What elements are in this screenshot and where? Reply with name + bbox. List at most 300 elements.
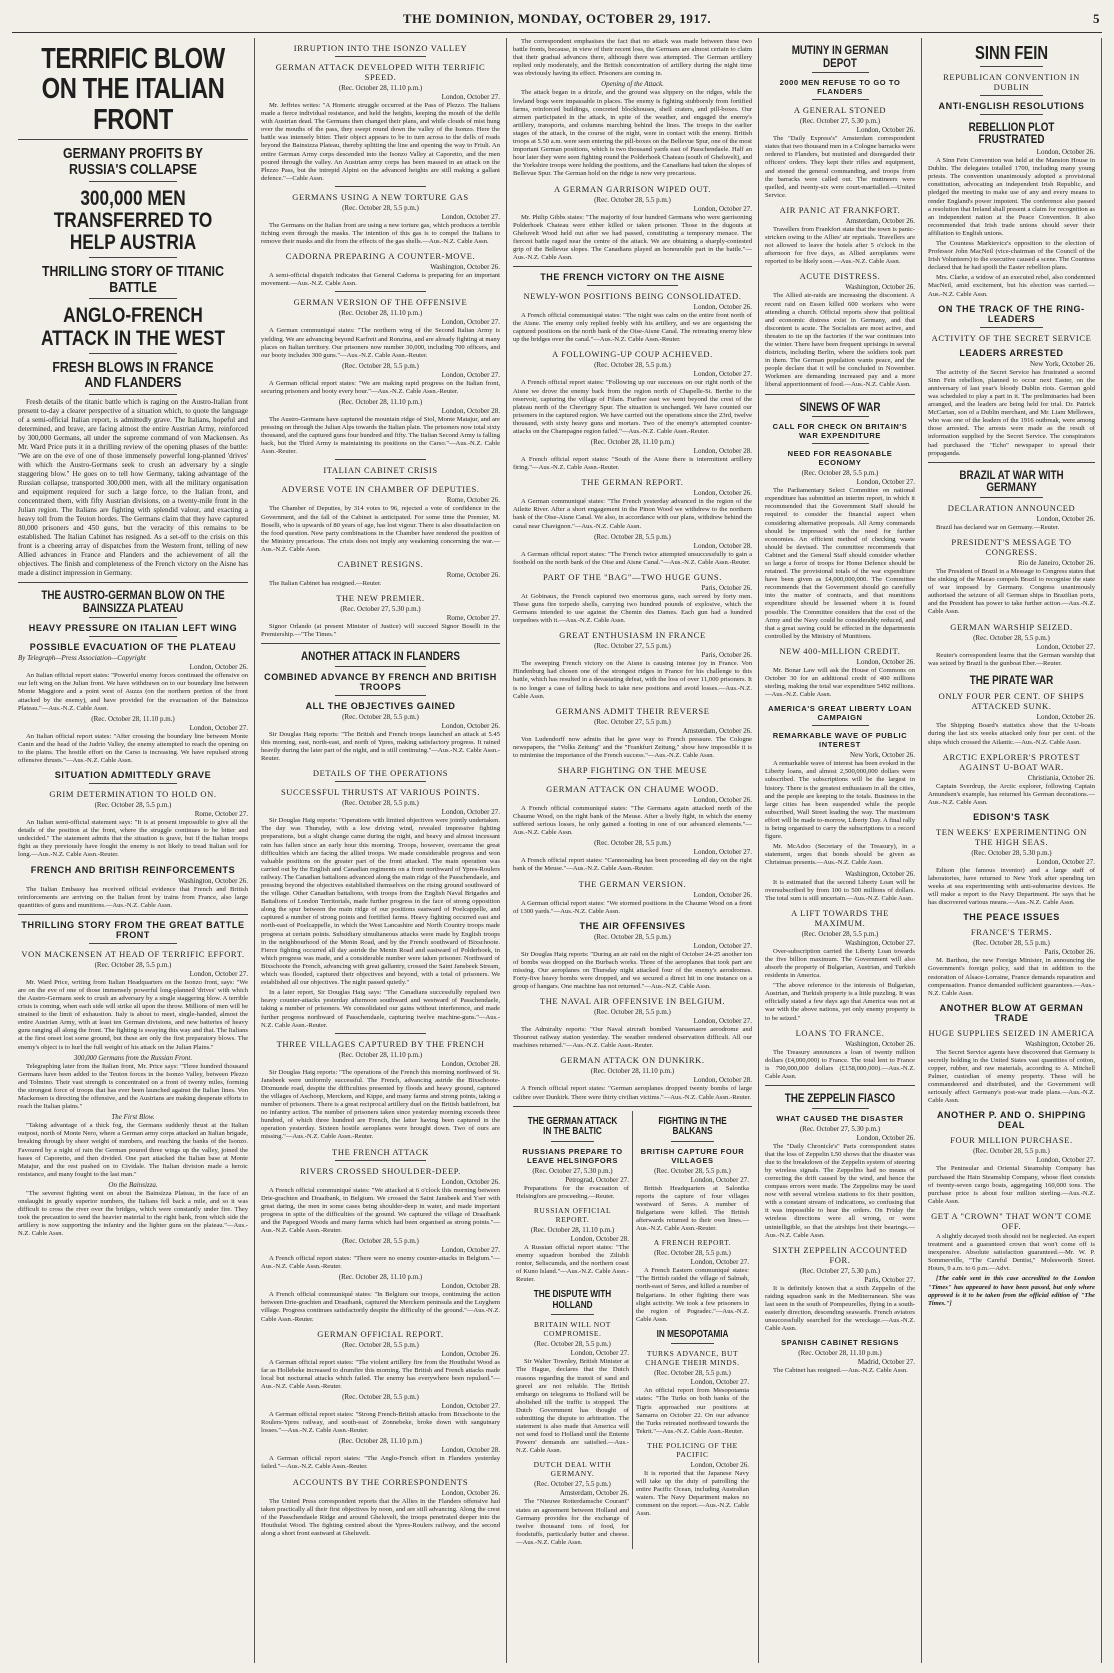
paragraph: Reuter's correspondent learns that the German warship that was seized by Brazil is the gunboat Eber.—Reuter. <box>928 651 1095 667</box>
subheadline: SUCCESSFUL THRUSTS AT VARIOUS POINTS. <box>280 787 481 798</box>
dateline: London, October 26. <box>441 1488 500 1497</box>
headline: ARCTIC EXPLORER'S PROTEST AGAINST U-BOAT WAR. <box>942 751 1081 772</box>
editor-note: [The cable sent in this case accredited to the London "Times" has appeared to have been passed, but only where approved is it to be taken from the official edition of "The Times."] <box>928 1275 1095 1307</box>
dateline: (Rec. October 28, 5.5 p.m.) <box>342 1340 419 1349</box>
dateline: London, October 27. <box>189 723 248 732</box>
dateline: London, October 28. <box>570 1234 629 1243</box>
paragraph: The Shipping Board's statistics show that the U-boats during the last six weeks attacked only four per cent. of the ships which crossed the Atlantic.—Aus.-N.Z. Cable Assn. <box>928 722 1095 746</box>
subheadline: GERMAN ATTACK DEVELOPED WITH TERRIFIC SPEED. <box>275 62 486 82</box>
headline: GERMAN ATTACK ON DUNKIRK. <box>560 1055 705 1066</box>
dateline: Washington, October 26. <box>845 1039 915 1048</box>
dateline: Washington, October 26. <box>845 283 915 292</box>
dateline: (Rec. October 28, 11.10 p.m.) <box>590 1067 675 1076</box>
divider <box>335 478 426 479</box>
subheadline: ACTIVITY OF THE SECRET SERVICE <box>931 332 1092 343</box>
dateline: Christiania, October 26. <box>1027 773 1095 782</box>
headline: 300,000 MEN TRANSFERRED TO HELP AUSTRIA <box>53 186 213 254</box>
dateline: Rome, October 26. <box>446 571 500 579</box>
dateline: Amsterdam, October 26. <box>845 216 915 225</box>
dateline: (Rec. October 28, 5.5 p.m.) <box>94 801 172 810</box>
divider <box>513 266 752 267</box>
paragraph: Sir Douglas Haig reports: "The operations of the French this morning northward of St. Jansbeek were uniformly successful. The French, advancing astride the Bixschoote-Dixmunde road, despite the difficulties presented by floods and heavy ground, captured the villages of Aschoop, Merckem, and Kippe, and many farms and strong points, taking a number of prisoners. There is a great reciprocal artillery duel on the British battlefront, but no infantry action. The number of prisoners taken since yesterday morning exceeds three hundred, of which three hundred are French, the latter having been captured in the operation yesterday. Sixteen hostile aeroplanes were brought down. Two of ours are missing."—Aus.-N.Z. Cable Assn.-Reuter. <box>261 1068 501 1141</box>
headline: SINEWS OF WAR <box>799 399 881 414</box>
dateline: (Rec. October 28, 5.5 p.m.) <box>594 195 671 204</box>
dateline: (Rec. October 28, 5.5 p.m.) <box>342 1393 419 1402</box>
subheadline: LEADERS ARRESTED <box>959 347 1064 358</box>
paragraph: An Italian official report states: "Powerful enemy forces continued the offensive on our left wing on the Julian front. We have withdrawn on to our boundary line between Monte Maggiore and a point west of Auzza (on the northern portion of the front attacked by the enemy), and have provided for the evacuation of the Bainsizza Plateau."—Aus.-N.Z. Cable Assn. <box>18 672 248 712</box>
paragraph: "Taking advantage of a thick fog, the Germans suddenly thrust at the Italian outpost, north of Monte Nero, where a German army corps attacked an Italian brigade, breaking through by sheer weight of numbers, and reaching the banks of the Isonzo. Favoured by a night of rain the German poured three wings up the valley, joined the bases of Caporetto, and then divided. One part attacked the Italian base at Monte Matajur, and the rest pushed on to Cividale. The Italian division made a heroic resistance, and many fought to the last man." <box>18 1122 248 1178</box>
dateline: (Rec. October 28, 5.5 p.m.) <box>342 712 419 721</box>
paragraph: The Italian Embassy has received official evidence that French and British reinforcements are arriving on the Italian front by trains from France, also large quantities of guns and munitions.—Aus.-N.Z. Cable Assn. <box>18 885 248 909</box>
dateline: (Rec. October 28, 11.10 p.m.) <box>338 1273 423 1282</box>
headline: GERMANS ADMIT THEIR REVERSE <box>555 705 710 716</box>
section-title: On the Bainsizza. <box>108 1180 158 1189</box>
paragraph: M. Barthou, the new Foreign Minister, in announcing the Government's foreign policy, said that in addition to the restoration of Alsace-Lorraine, France demands reparation and compensation. France demanded sufficient guarantees.—Aus.-N.Z. Cable Assn. <box>928 957 1095 997</box>
paragraph: A French official report states: "South of the Aisne there is intermittent artillery firing."—Aus.-N.Z. Cable Assn.-Reuter. <box>513 456 752 472</box>
dateline: London, October 28. <box>441 1059 500 1068</box>
divider <box>89 353 176 354</box>
dateline: (Rec. October 27, 5.30 p.m.) <box>340 605 421 614</box>
dateline: London, October 27. <box>693 1017 752 1026</box>
dateline: Washington, October 27. <box>845 938 915 947</box>
paragraph: It is reported that the Japanese Navy will take up the duty of patrolling the entire Pacific Ocean, including Australian waters. The Navy Department makes no comment on the report.—Aus.-N.Z. Cable Assn. <box>636 1469 749 1518</box>
dateline: London, October 27. <box>441 370 500 379</box>
headline: THE ZEPPELIN FIASCO <box>784 1091 896 1105</box>
masthead <box>12 8 1102 33</box>
dateline: London, October 27. <box>690 1175 749 1184</box>
dateline: London, October 27. <box>441 1246 500 1255</box>
headline: THE FRENCH ATTACK <box>332 1146 429 1157</box>
dateline: London, October 27. <box>1036 642 1095 651</box>
headline: SPANISH CABINET RESIGNS <box>781 1338 899 1348</box>
subheadline: FRENCH AND BRITISH REINFORCEMENTS <box>30 864 236 875</box>
paragraph: Sir Douglas Haig reports: "Operations with limited objectives were jointly undertaken. The day was Thursday, with a low driving wind, revealed impressive fighting preparations, but a slight change came during the night, and heavy and almost incessant rain has fallen since an early hour this morning. Troops, however, overcame the great difficulties which are facing the allied troops. We made considerable progress and won valuable positions on the greater part of the front attacked. The main operation was carried out by the English and Canadian regiments on a front northward of Ypres-Roulers railway. The Canadian battalions advanced along the main ridge of the Passchendaele, and pressing beyond the objectives established themselves on the rising ground southward of the village. Other Canadian battalions, with troops from the English Naval Brigades and Battalions of London Territorials, made further progress in the face of strong opposition along the spur between the main ridge of our positions eastward of Poelcappelle, and captured a number of strong points and fortified farms. Heavy fighting occurred east and north-east of Poelcappelle, in which the West Lancashire and North Country troops made progress at certain points. Subsidiary simultaneous attacks were made by English troops in the neighbourhood of the Menin Road, and by the French southward of Bixschoote. Fierce fighting occurred all day astride the Menin Road and eastward of Polderhoek, in which progress was made, and a considerable number were taken prisoner. Northward of Bixschoote the French, advancing with great gallantry, crossed the Saint Jansbeek Stream, which was flooded, captured their objectives and beyond, with a total of prisoners. We established all our objectives. The night passed quietly." <box>261 817 500 987</box>
headline: THE NEW PREMIER. <box>336 593 425 604</box>
paragraph: A German official report states: "We are making rapid progress on the Italian front, securing prisoners and booty every hour."—Aus.-N.Z. Cable Assn.-Reuter. <box>261 379 500 395</box>
dateline: New York, October 26. <box>850 751 915 760</box>
paragraph: Captain Sverdrup, the Arctic explorer, following Captain Amundsen's example, has returned his German decorations.—Aus.-N.Z. Cable Assn. <box>928 782 1095 806</box>
newspaper-title: THE DOMINION, MONDAY, OCTOBER 29, 1917. <box>402 11 712 26</box>
dateline: (Rec. October 28, 11.10 p.m.) <box>590 438 675 447</box>
dateline: London, October 27. <box>570 1349 629 1358</box>
divider <box>335 459 426 460</box>
dateline: London, October 27. <box>441 318 500 327</box>
paragraph: Preparations for the evacuation of Helsingfors are proceeding.—Reuter. <box>516 1184 629 1200</box>
paragraph: A German official report states: "We stormed positions in the Chaume Wood on a front of 1300 yards."—Aus.-N.Z. Cable Assn. <box>513 899 752 915</box>
divider <box>89 783 176 784</box>
divider <box>89 298 176 299</box>
dateline: (Rec. October 28, 11.10 p.m.) <box>338 309 423 318</box>
paragraph: A French Eastern communiqué states: "The British raided the village of Salmah, north-east of Seres, and killed a number of Bulgarians. In other fighting there was slight activity. We took a few prisoners in the region of Pogradec."—Aus.-N.Z. Cable Assn. <box>636 1267 749 1323</box>
paragraph: It is estimated that the second Liberty Loan will be oversubscribed by from 100 to 500 millions of dollars. The total sum is still uncertain.—Aus.-N.Z. Cable Assn. <box>765 878 915 902</box>
article-intro: Fresh details of the titanic battle which is raging on the Austro-Italian front present to-day a clearer perspective of a situation which, to quote the language of a semi-official Italian report, is admittedly grave. The Italians, hopeful and determined, and brave, are facing almost the entire Austrian Army, reinforced by 300,000 Germans, all under the supreme command of von Mackensen. As Mr. Ward Price puts it in a thrilling review of the opening phases of the battle: "We are on the eve of one of those immensely powerful long-planned 'drives' with which the Austro-Germans seek to crush an adversary by a single staggering blow." He goes on to tell how Germany, taking advantage of the Russian collapse, transported 300,000 men, with all the military organisation and equipment required for such a large force, to the Italian front, and concentrated them, with fifty Austrian divisions, on a twenty-mile front in the Julian region. The Italians are fighting with splendid valour, and exacting a heavy toll from the Teuton hordes. The Germans claim that they have captured 80,000 prisoners and 450 guns, but the veracity of this remains to be established. The Italian Cabinet has resigned. As a set-off to the crisis on this front is a cheering array of dispatches from the Western front, telling of new Allied advances in France and Flanders and the achievement of all the objectives. The finish and completeness of the French victory on the Aisne has made a distinct impression in Germany. <box>18 398 248 578</box>
subheadline: TURKS ADVANCE, BUT CHANGE THEIR MINDS. <box>645 1349 740 1368</box>
headline: GERMAN VERSION OF THE OFFENSIVE <box>293 297 468 308</box>
paragraph: It is definitely known that a sixth Zeppelin of the raiding squadron sank in the Mediterranean. She was last seen in the south of Pompeurelles, flying in a south-easterly direction, descending seawards. French aviators unsuccessfully searched for the wreckage.—Aus.-N.Z. Cable Assn. <box>765 1284 915 1333</box>
subheadline: BRITISH CAPTURE FOUR VILLAGES <box>640 1146 745 1165</box>
paragraph: An official report from Mesopotamia states: "The Turks on both banks of the Tigris approached our positions at Samarra on October 22. On our advance the Turks retreated northward towards the Tekrit."—Aus.-N.Z. Cable Assn.-Reuter. <box>636 1387 749 1435</box>
dateline: (Rec. October 28, 5.5 p.m.) <box>654 1369 731 1378</box>
paragraph: At Gobinaux, the French captured two enormous guns, each served by forty men. These guns fire torpedo shells, carrying two hundred pounds of explosive, which the Germans intended to use against the Chemin des Dames. Each gun had a hundred torpedoes with it.—Aus.-N.Z. Cable Assn. <box>513 592 752 625</box>
dateline: (Rec. October 27, 5.5 p.m.) <box>534 1480 611 1489</box>
subheadline: GERMAN ATTACK ON CHAUME WOOD. <box>546 783 719 794</box>
headline: A GERMAN GARRISON WIPED OUT. <box>554 183 711 194</box>
section-title: Opening of the Attack. <box>601 80 664 89</box>
dateline: London, October 27. <box>690 1258 749 1267</box>
dateline: (Rec. October 28, 5.5 p.m.) <box>654 1166 731 1175</box>
paragraph: The activity of the Secret Service has frustrated a second Sinn Fein rebellion, planned to occur next Easter, on the anniversary of last year's bloody Dublin riots. German gold was scheduled to play a part in it. The preliminaries had been arranged, and the leaders are being held for trial. Dr. Patrick McCartan, son of a Dublin merchant, and Mr. Liam Mellowes, who was one of the leaders of the 1916 outbreak, were among those arrested. The arrests were made as the result of information supplied by the Secret Service. The conspirators had purchased the "Echo" newspaper to spread their propaganda. <box>928 368 1095 457</box>
dateline: Amsterdam, October 26. <box>682 726 752 735</box>
main-headline: TERRIFIC BLOW ON THE ITALIAN FRONT <box>41 43 225 136</box>
paragraph: A French official report states: "Following up our successes on our right north of the Aisne we drove the enemy back from the region north of Chapelle-St. Berthe to the reservoir, capturing the village of Filain. Further east we went beyond the crest of the plateau north of the Chevrigny Spur. The situation is unchanged. We have counted our prisoners in the captured region. We have carried out the operations since the 23rd, twelve thousand, with sixty heavy guns and mortars. Two of the enemy's attempted counter-attacks on the Champagne region failed."—Aus.-N.Z. Cable Assn.-Reuter. <box>513 379 752 435</box>
paragraph: A French official communiqué states: "In Belgium our troops, continuing the action between Drie-grachten and Draaibank, captured the Merckem peninsula and the Luyghem village. Progress continues satisfactorily despite the difficulty of the ground."—Aus.-N.Z. Cable Assn.-Reuter. <box>261 1291 500 1323</box>
paragraph: In a later report, Sir Douglas Haig says: "The Canadians successfully repulsed two heavy counter-attacks yesterday afternoon southward and westward of Passchendaele, taking a number of prisoners. We consolidated our gains without interference, and made further progress northward of Passchendaele, capturing twelve machine-guns."—Aus.-N.Z. Cable Assn.-Reuter. <box>261 989 500 1029</box>
subheadline: HEAVY PRESSURE ON ITALIAN LEFT WING <box>28 623 238 634</box>
paragraph: A Russian official report states: "The enemy squadron bombed the Zilisbli rontor, Seliscumda, and the northern coast of Kuno Island."—Aus.-N.Z. Cable Assn.-Reuter. <box>516 1243 629 1284</box>
paragraph: Signor Orlando (at present Minister of Justice) will succeed Signor Boselli in the Premiership.—"The Times." <box>261 623 500 639</box>
subheadline: WHAT CAUSED THE DISASTER <box>776 1113 904 1123</box>
headline: EDISON'S TASK <box>973 811 1050 822</box>
dateline: London, October 27. <box>441 808 500 817</box>
dateline: (Rec. October 28, 5.5 p.m.) <box>94 960 172 969</box>
divider <box>812 1108 869 1109</box>
headline: THE PEACE ISSUES <box>963 912 1060 923</box>
byline: By Telegraph—Press Association—Copyright <box>18 654 146 663</box>
dateline: (Rec. October 28, 11.10 p.m.) <box>338 1050 423 1059</box>
dateline: (Rec. October 28, 5.5 p.m.) <box>342 1237 419 1246</box>
dateline: London, October 26. <box>856 126 915 135</box>
divider <box>335 781 426 782</box>
divider <box>18 139 248 140</box>
paragraph: Travellers from Frankfort state that the town is panic-stricken owing to the Allies' air reprisals. Travellers are not allowed to leave the hotels after 5 o'clock in the afternoon for five days, as Allied aeroplanes were reported to be likely soon.—Aus.-N.Z. Cable Assn. <box>765 225 915 266</box>
divider <box>513 1106 752 1107</box>
dateline: (Rec. October 28, 11.10 p.m.) <box>338 1437 423 1446</box>
divider <box>765 1085 915 1086</box>
paragraph: Mr. Bonar Law will ask the House of Commons on October 30 for an additional credit of 400 millions sterling, making the total war expenditure 5492 millions.—Aus.-N.Z. Cable Assn. <box>765 666 915 699</box>
sub-columns <box>513 1111 752 1549</box>
headline: MUTINY IN GERMAN DEPOT <box>791 43 889 70</box>
dateline: (Rec. October 27, 5.5 p.m.) <box>594 717 671 726</box>
headline: AIR PANIC AT FRANKFORT. <box>779 204 901 215</box>
subheadline: THRILLING STORY FROM THE GREAT BATTLE FRONT <box>21 919 245 940</box>
headline: PART OF THE "BAG"—TWO HUGE GUNS. <box>543 571 722 582</box>
dateline: (Rec. October 28, 11.10 p.m.) <box>798 1349 882 1358</box>
divider <box>261 643 500 644</box>
divider <box>812 416 869 417</box>
subheadline: POSSIBLE EVACUATION OF THE PLATEAU <box>29 642 237 653</box>
paragraph: A German official report states: "The violent artillery fire from the Houthulst Wood as far as Hollebeke increased to drumfire this morning. The British and French attacks made local but nocturnal attacks which failed. The enemy has everywhere been repulsed."—Aus.-N.Z. Cable Assn.-Reuter. <box>261 1358 500 1390</box>
paragraph: The attack began in a drizzle, and the ground was slippery on the ridges, while the lowland bogs were impassable in places. The enemy is fighting stubbornly from fortified farms, reinforced buildings, concreted blockhouses, shell craters, and pill-boxes. Our airmen participated in the attack, in spite of the weather, and engaged the enemy's artillery, transports, and columns marching behind the lines. The troops in the earlier stages of the attack, in the course of the night, were in contact with the enemy. British troops at 5.50 a.m. were seen entering the pill-boxes on the Bellevue Spur, one of the most important German positions, which is two thousand yards east of Passchendaele. Half an hour later they were seen fighting round the Polderhoek Chateau (south of Gheluvelt), and the Yorkshire troops were holding the positions, and the Canadians had taken the slopes of Bellevue Spur. The German hold on the ridge is now very precarious. <box>513 89 752 178</box>
headline: ON THE TRACK OF THE RING-LEADERS <box>938 303 1085 324</box>
dateline: (Rec. October 28, 11.10 p.m.) <box>530 1225 615 1234</box>
dateline: London, October 26. <box>441 1349 500 1358</box>
subheadline: CALL FOR CHECK ON BRITAIN'S WAR EXPENDITURE <box>772 422 908 441</box>
advertisement-text: A slightly decayed tooth should not be neglected. An expert treatment and a guaranteed crown that won't come off is inexpensive. Absolute satisfaction guaranteed.—Mr. W. P. Sommerville, "The Careful Dentist," Molesworth Street. Hours, 9 a.m. to 6 p.m.—Advt. <box>928 1232 1095 1273</box>
paragraph: Over-subscription carried the Liberty Loan towards the five billion maximum. The Government will also absorb the property of Bulgarian, Austrian, and Turkish residents in America. <box>765 947 915 980</box>
paragraph: A French official communiqué states: "We attacked at 6 o'clock this morning between Drie-grachten and Draaibank, in Belgium. We crossed the Saint Jansbeek and Yser with great daring, the men in some cases being shoulder-deep in water, and made important progress in spite of the difficulties of the ground. We captured the village of Draaibank and the Papegoed Woods and many farms which had been organised as strong points."—Aus.-N.Z. Cable Assn.-Reuter. <box>261 1186 500 1234</box>
headline: SINN FEIN <box>974 43 1048 63</box>
dateline: London, October 26. <box>693 489 752 498</box>
paragraph: British Headquarters at Salonika reports the capture of four villages westward of Seres. A number of Bulgarians were killed. The British afterwards returned to their own lines.—Aus.-N.Z. Cable Assn.-Reuter. <box>636 1184 749 1233</box>
subheadline: NEED FOR REASONABLE ECONOMY <box>787 449 893 468</box>
headline: ANOTHER BLOW AT GERMAN TRADE <box>939 1002 1084 1023</box>
dateline: London, October 26. <box>441 721 500 730</box>
headline: GREAT ENTHUSIASM IN FRANCE <box>559 630 706 641</box>
headline: A FRENCH REPORT. <box>653 1238 732 1248</box>
dateline: London, October 28. <box>693 447 752 456</box>
subheadline: ADVERSE VOTE IN CHAMBER OF DEPUTIES. <box>281 484 480 495</box>
paragraph: The Parliamentary Select Committee on national expenditure has submitted an interim report, in which it recommended that the Government Staff should be required to consider the financial aspect when considering alternative proposals. All Army commands should be impressed with the need for further economies. An efficient method of checking waste should be devised. The committee recommends that Cabinet and the General Staff should consider whether so large a force of troops for Home Defence should be retained. The provisional totals of the war expenditure have been given as £4,000,000,000. The Committee recommends that the Government should go carefully into the matter of contracts, and that munitions expenditure should be lessened where it is found possible. The Committee considers that the cost of the Army and the Navy could be considerably reduced, and that a great saving could be effected in the departments controlled by the Ministry of Munitions. <box>765 487 915 640</box>
column-5 <box>922 38 1102 1663</box>
paragraph: Sir Douglas Haig reports: "During an air raid on the night of October 24-25 another ton of bombs was dropped on the Burbach works. Three of the aeroplanes that took part are missing. Our aeroplanes on Thursday night attacked four of the enemy's aerodromes. Forty-five heavy bombs were dropped, and we secured a direct hit in one instance on a group of hangars. One machine has not returned."—Aus.-N.Z. Cable Assn. <box>513 950 752 991</box>
divider <box>980 66 1043 67</box>
headline: PRESIDENT'S MESSAGE TO CONGRESS. <box>951 536 1072 557</box>
page-number: 5 <box>1093 11 1100 26</box>
divider <box>89 943 176 944</box>
divider <box>980 327 1043 328</box>
subheadline: GRIM DETERMINATION TO HOLD ON. <box>49 789 217 800</box>
paragraph: The President of Brazil in a Message to Congress states that the sinking of the Macao compels Brazil to recognise the state of war imposed by Germany. Congress unanimously authorised the seizure of all German ships in Brazilian ports, and the President has power to take further action.—Aus.-N.Z. Cable Assn. <box>928 567 1095 616</box>
subheadline: FOUR MILLION PURCHASE. <box>950 1135 1073 1146</box>
headline: ITALIAN CABINET CRISIS <box>323 465 438 476</box>
paragraph: The Chamber of Deputies, by 314 votes to 96, rejected a vote of confidence in the Government, and the fall of the Cabinet is anticipated. For some time the Premier, M. Boselli, who is upwards of 80 years of age, has lost vigour. There is also dissatisfaction on the food question. New party combinations in the Chamber have rendered the position of the Ministry precarious. The crisis does not imply any weakening concerning the war.—Aus.-N.Z. Cable Assn. <box>261 505 500 553</box>
divider <box>812 443 869 444</box>
column-3 <box>507 38 759 1663</box>
paragraph: A French official report states: "There were no enemy counter-attacks in Belgium."—Aus.-N.Z. Cable Assn.-Reuter. <box>261 1255 500 1271</box>
paragraph: A French official report states: "Cannonading has been proceeding all day on the right bank of the Meuse."—Aus.-N.Z. Cable Assn.-Reuter. <box>513 857 752 873</box>
dateline: London, October 26. <box>693 890 752 899</box>
dateline: London, October 28. <box>441 406 500 415</box>
headline: ANGLO-FRENCH ATTACK IN THE WEST <box>41 304 225 350</box>
paragraph: A German official report states: "The French twice attempted unsuccessfully to gain a foothold on the north bank of the Oise and Aisne Canal."—Aus.-N.Z. Cable Assn.-Reuter. <box>513 550 752 566</box>
headline: ACUTE DISTRESS. <box>799 271 881 282</box>
paragraph: A French official communiqué states: "The Germans again attacked north of the Chaume Wood, on the right bank of the Meuse. After a lively fight, in which the enemy suffered serious losses, he only gained a footing in one of our advanced elements."—Aus.-N.Z. Cable Assn. <box>513 804 752 837</box>
subheadline: 2000 MEN REFUSE TO GO TO FLANDERS <box>779 78 901 97</box>
subheadline: HUGE SUPPLIES SEIZED IN AMERICA <box>928 1027 1095 1038</box>
headline: DETAILS OF THE OPERATIONS <box>312 768 449 779</box>
dateline: London, October 27. <box>1036 857 1095 866</box>
dateline: Washington, October 26. <box>178 876 248 885</box>
dateline: London, October 27. <box>693 370 752 379</box>
dateline: (Rec. October 28, 5.5 p.m.) <box>973 1147 1050 1156</box>
headline: A FOLLOWING-UP COUP ACHIEVED. <box>552 349 713 360</box>
headline: THE DISPUTE WITH HOLLAND <box>533 1289 612 1311</box>
paragraph: Mr. Philip Gibbs states: "The majority of four hundred Germans who were garrisoning Polderhoek Chateau were either killed or taken prisoner. Those in the dugouts at Gheluvelt Wood held out after we had passed, constituting a temporary menace. The fiercest battle raged near the centre of the attack. We are obtaining a sharply-contested grip of the Bellevue slopes. The Canadians played an honourable part in the battle."—Aus.-N.Z. Cable Assn. <box>513 213 752 261</box>
headline: FIGHTING IN THE BALKANS <box>658 1115 727 1138</box>
paragraph: The Secret Service agents have discovered that Germany is secretly holding in the United States vast quantities of cotton, copper, rubber, and raw materials, according to A. Mitchell Palmer, custodian of enemy property. These will be commandeered and distributed, and the Government will seriously affect Germany's post-war trade plans.—Aus.-N.Z. Cable Assn. <box>928 1048 1095 1105</box>
dateline: Washington, October 26. <box>845 869 915 878</box>
headline: THE AIR OFFENSIVES <box>579 920 686 931</box>
dateline: (Rec. October 28, 5.5 p.m.) <box>594 839 671 848</box>
dateline: London, October 27. <box>856 478 915 487</box>
dateline: (Rec. October 28, 5.5 p.m.) <box>342 799 419 808</box>
paragraph: A German official report states: "The Anglo-French effort in Flanders yesterday failed."—Aus.-N.Z. Cable Assn.-Reuter. <box>261 1455 500 1471</box>
subheadline: A GENERAL STONED <box>793 105 887 116</box>
headline: THE GERMAN ATTACK IN THE BALTIC <box>527 1115 618 1138</box>
headline: REBELLION PLOT FRUSTRATED <box>968 119 1055 147</box>
paragraph: Sir Douglas Haig reports: "The British and French troops launched an attack at 5.45 this morning, east, north-east, and north of Ypres, making satisfactory progress. It rained heavily during the later part of the night, and is still continuing."—Aus.-N.Z. Cable Assn.-Reuter. <box>261 730 500 763</box>
dateline: London, October 27. <box>441 212 500 221</box>
headline: IN MESOPOTAMIA <box>656 1328 729 1340</box>
headline: ANOTHER ATTACK IN FLANDERS <box>301 649 460 664</box>
paragraph: An Italian official report states: "After crossing the boundary line between Monte Canin and the head of the Judrio Valley, the enemy attempted to reach the opening on to the plains. The hostile effort on the Carso is increasing. We have repulsed strong offensive thrusts."—Aus.-N.Z. Cable Assn. <box>18 732 248 764</box>
headline: THREE VILLAGES CAPTURED BY THE FRENCH <box>276 1038 485 1049</box>
paragraph: Telegraphing later from the Italian front, Mr. Price says: "Three hundred thousand Germans have been added to the Teuton forces in the Isonzo Valley, between Plezzo and Tolmino. Their vast strength is concentrated on a front of twenty miles, forming the strongest force of troops that has ever been launched against the Italian lines. Von Mackensen is directing the offensive, and the Austrians are making desperate efforts to reach the Italian plains." <box>18 1062 248 1111</box>
section-title: The First Blow. <box>111 1113 155 1122</box>
headline: LOANS TO FRANCE. <box>795 1027 885 1038</box>
subheadline: SITUATION ADMITTEDLY GRAVE <box>54 770 212 781</box>
divider <box>671 1343 714 1344</box>
paragraph: Brazil has declared war on Germany.—Reuter. <box>936 523 1060 531</box>
dateline: Rome, October 26. <box>446 496 500 505</box>
subheadline: REPUBLICAN CONVENTION IN DUBLIN <box>943 71 1080 92</box>
headline: DUTCH DEAL WITH GERMANY. <box>533 1460 612 1479</box>
paragraph: A semi-official dispatch indicates that General Cadorna is preparing for an important movement.—Aus.-N.Z. Cable Assn. <box>261 272 500 288</box>
dateline: Petrograd, October 27. <box>565 1175 629 1184</box>
subheadline: ANTI-ENGLISH RESOLUTIONS <box>938 100 1085 111</box>
headline: RUSSIAN OFFICIAL REPORT. <box>533 1205 612 1224</box>
divider <box>812 725 869 726</box>
paragraph: Edison (the famous inventor) and a large staff of laboratories, have returned to New York after spending ten weeks at sea experimenting with anti-submarine devices. He will make a report to the Navy Department. He says that he has discovered various means.—Aus.-N.Z. Cable Assn. <box>928 866 1095 907</box>
headline: GERMANY PROFITS BY RUSSIA'S COLLAPSE <box>63 145 203 179</box>
paragraph: The sweeping French victory on the Aisne is causing intense joy in France. Von Hindenburg had chosen one of the strongest ridges in France for his challenge to this battle, which has resulted in a devastating defeat, with the loss of over 11,000 prisoners. It is no longer a case of falling back to take new positions and avoid losses.—Aus.-N.Z. Cable Assn. <box>513 660 752 700</box>
dateline: (Rec. October 28, 5.5 p.m.) <box>973 939 1050 948</box>
paragraph: A Sinn Fein Convention was held at the Mansion House in Dublin. The delegates totalled 1700, including many young priests. The convention unanimously adopted a provisional constitution, advocating an independent Irish Republic, and pledged the meeting to make use of any and every means to render England's power impotent. The conference also passed a resolution that Ireland shall present a claim for recognition as an independent nation at the Peace Convention. It also recommended that Irish trade unions should sever their affiliation to English unions. <box>928 157 1095 237</box>
headline: CABINET RESIGNS. <box>337 559 424 569</box>
dateline: (Rec. October 28, 11.10 p.m.) <box>338 84 423 92</box>
dateline: Washington, October 26. <box>1025 1039 1095 1048</box>
paragraph: A German communiqué states: "The French yesterday advanced in the region of the Ailette River. After a short engagement in the Pinon Wood we withdrew to the northern bank of the Oise-Aisne Canal. We also, in accordance with our plans, withdrew behind the canal near Chavignon."—Aus.-N.Z. Cable Assn. <box>513 498 752 530</box>
divider <box>980 497 1043 498</box>
divider <box>980 114 1043 115</box>
paragraph: A remarkable wave of interest has been evoked in the Liberty loans, and almost 2,500,000,000 dollars were subscribed. The subscriptions will be the largest in history. There is the greatest enthusiasm in all the cities, and the people are keeping to the totals. Business in the large cities has been suspended while the people subscribed, Wall Street leading the way. The maximum effort will be made to-morrow, Liberty Day. A final rally is being organised to carry the subscriptions to a record figure. <box>765 760 915 841</box>
headline: THE FRENCH VICTORY ON THE AISNE <box>540 272 725 283</box>
divider <box>587 778 678 779</box>
paragraph: Sir Walter Townley, British Minister at The Hague, declares that the Dutch reasons regarding the transit of sand and gravel are not reliable. The British embargo on telegrams to Holland will be abolished till the traffic is stopped. The Dutch Government has thought of submitting the dispute to arbitration. The statement is also made that America will not send food to Holland until the Entente Powers' demands are satisfied.—Aus.-N.Z. Cable Assn. <box>516 1358 629 1455</box>
sub-column-left <box>513 1111 633 1549</box>
paragraph: Mrs. Clarke, a widow of an executed rebel, also condemned MacNeil, amid excitement, but his election was carried.—Aus.-N.Z. Cable Assn. <box>928 274 1095 298</box>
headline: NEW 400-MILLION CREDIT. <box>779 645 901 656</box>
paragraph: A German official report states: "Strong French-British attacks from Bixschoote to the Roulers-Ypres railway, and south-east of Zonnebeke, broke down with sanguinary losses."—Aus.-N.Z. Cable Assn.-Reuter. <box>261 1411 500 1435</box>
paragraph: The Cabinet has resigned.—Aus.-N.Z. Cable Assn. <box>773 1367 908 1375</box>
column-1 <box>12 38 255 1663</box>
dateline: London, October 27. <box>441 1402 500 1411</box>
headline: SIXTH ZEPPELIN ACCOUNTED FOR. <box>772 1244 908 1265</box>
paragraph: Mr. Jeffries writes: "A Homeric struggle occurred at the Pass of Plezzo. The Italians made a fierce individual resistance, and held the heights, keeping the mouth of the defile with Austrian dead. The Germans then changed their plans, and while clouds of mist hung over the mouths of the pass, they swept round down the valley of the Isonzo. Here the battle was intensely bitter. Their object appears to be to turn across to the dells of roads beyond the Bainsizza Plateau, thereby splitting the line and opening the way to Friuli. An entire German Army corps descended into the Isonzo Valley at Caporetto, and the men poured through the valley. An Austrian army corps has been massed in an attack on the Plezzo Pass, but the intrepid Alpini on the advanced heights are still making a gallant defence."—Cable Assn. <box>261 102 500 182</box>
paragraph: The Treasury announces a loan of twenty million dollars (£4,000,000) to France. The total lent to France is 790,000,000 dollars (£158,000,000).—Aus.-N.Z. Cable Assn. <box>765 1048 915 1080</box>
dateline: (Rec. October 28, 5.5 p.m.) <box>594 361 671 370</box>
paragraph: Von Ludendorff now admits that he gave way to French pressure. The Cologne newspapers, the "Volks Zeitung" and the "Frankfurt Zeitung," show how impossible it is to minimise the importance of the French success."—Aus.-N.Z. Cable Assn. <box>513 735 752 759</box>
headline: THE POLICING OF THE PACIFIC <box>647 1440 738 1459</box>
subheadline: ALL THE OBJECTIVES GAINED <box>305 700 456 711</box>
dateline: (Rec. October 28, 5.5 p.m.) <box>594 1008 671 1017</box>
headline: CADORNA PREPARING A COUNTER-MOVE. <box>285 251 476 262</box>
divider <box>335 1160 426 1161</box>
dateline: London, October 28. <box>441 1446 500 1455</box>
headline: GERMANS USING A NEW TORTURE GAS <box>292 191 469 202</box>
headline: THE PIRATE WAR <box>969 672 1054 687</box>
paragraph: "The severest fighting went on about the Bainsizza Plateau, in the face of an onslaught in greatly superior numbers, the Italians fell back a mile, and so it was difficult to cross the river over the bridges, which were constantly under fire. They took the precaution to send the heavier material to the right bank, from which side the artillery is now supporting the infantry and the lighter guns on the plateau."—Aus.-N.Z. Cable Assn. <box>18 1189 248 1238</box>
dateline: (Rec. October 28, 11.10 p.m.) <box>338 397 423 406</box>
subheadline: RIVERS CROSSED SHOULDER-DEEP. <box>300 1165 461 1176</box>
dateline: London, October 28. <box>693 541 752 550</box>
dateline: Rio de Janeiro, October 26. <box>1018 558 1095 567</box>
divider <box>335 186 426 187</box>
subheadline: COMBINED ADVANCE BY FRENCH AND BRITISH TROOPS <box>264 671 497 692</box>
divider <box>587 285 678 286</box>
dateline: Paris, October 26. <box>1044 948 1095 957</box>
dateline: London, October 27. <box>189 969 248 978</box>
paragraph: Mr. McAdoo (Secretary of the Treasury), in a statement, urges that bonds should be given as Christmas presents.—Aus.-N.Z. Cable Assn. <box>765 843 915 867</box>
dateline: London, October 27. <box>693 848 752 857</box>
paragraph: The United Press correspondent reports that the Allies in the Flanders offensive had taken practically all their first objectives by noon, and are still advancing. Along the crest of the Passchendaele Ridge and around Gheluvelt, the troops penetrated deeper into the Houthulst Wood. The fighting centred about the Ypres-Roulers railway, and the second along a short front eastward at Gheluvelt. <box>261 1497 500 1537</box>
dateline: London, October 26. <box>690 1460 749 1469</box>
sub-column-right <box>633 1111 752 1549</box>
dateline: (Rec. October 28, 5.5 p.m.) <box>654 1249 731 1258</box>
dateline: Paris, October 26. <box>701 583 752 592</box>
dateline: Rome, October 27. <box>194 810 248 819</box>
dateline: London, October 27. <box>693 941 752 950</box>
dateline: (Rec. October 28, 5.5 p.m.) <box>342 361 419 370</box>
divider <box>89 636 176 637</box>
advertisement-heading: GET A "CROWN" THAT WON'T COME OFF. <box>931 1210 1092 1231</box>
divider <box>335 1033 426 1034</box>
headline: THE NAVAL AIR OFFENSIVE IN BELGIUM. <box>539 996 726 1007</box>
paragraph: A German communiqué states: "The northern wing of the Second Italian Army is yielding. We are advancing beyond Karfreit and Ronzina, and are already fighting at many places on Italian territory. Our prisoners now number 30,000, including 700 officers, and our booty includes 300 guns."—Aus.-N.Z. Cable Assn.-Reuter. <box>261 327 501 359</box>
subheadline: FRANCE'S TERMS. <box>970 927 1053 938</box>
divider <box>335 666 426 667</box>
subheadline: DECLARATION ANNOUNCED <box>947 502 1076 513</box>
dateline: London, October 26. <box>693 795 752 804</box>
paragraph: An Italian semi-official statement says: "It is at present impossible to give all the details of the position at the front, where the struggle continues to be bitter and undecided." The statement admits that the situation is grave, but if the Italian troops fight as they previously have fought the enemy is not likely to tread Italian soil for long.—Aus.-N.Z. Cable Assn.-Reuter. <box>18 819 248 859</box>
dateline: New York, October 26. <box>1030 359 1095 368</box>
headline: SHARP FIGHTING ON THE MEUSE <box>557 764 708 775</box>
dateline: Washington, October 26. <box>430 263 500 272</box>
dateline: (Rec. October 27, 5.5 p.m.) <box>594 642 671 651</box>
headline: AMERICA'S GREAT LIBERTY LOAN CAMPAIGN <box>768 704 912 723</box>
dateline: London, October 26. <box>1036 148 1095 157</box>
subheadline: ONLY FOUR PER CENT. OF SHIPS ATTACKED SUNK. <box>938 691 1085 712</box>
paragraph: Mr. Ward Price, writing from Italian Headquarters on the Isonzo front, says: "We are on the eve of one of those immensely powerful long-planned 'drives' with which the Austro-Germans seek to crush an adversary by a single staggering blow. A terrible crisis is coming, when each side will strike all upon the throw. Millions of men will be strained to the limit of exhaustion. Italy is about to meet, single-handed, almost the entire Austrian Army, with at least ten German divisions, and new batteries of heavy guns ranging all along the front. The fighting is swaying this way and that. The Italians at the first onset lost some ground, but these are only the first preparatory blows. The enemy's object is to hurl the full weight of his attack on the Julian Plains." <box>18 978 248 1051</box>
headline: THE AUSTRO-GERMAN BLOW ON THE BAINSIZZA PLATEAU <box>41 588 225 615</box>
column-4 <box>759 38 922 1663</box>
paragraph: A French official report states: "German aeroplanes dropped twenty bombs of large calibre over Dunkirk. There were thirty civilian victims."—Aus.-N.Z. Cable Assn.-Reuter. <box>513 1085 752 1101</box>
paragraph: "The above reference to the interests of Bulgarian, Austrian, and Turkish property is a little puzzling. It was officially stated a few days ago that America was not at war with the above nations, yet only enemy property is to be seized." <box>765 982 915 1022</box>
paragraph: The Peninsular and Oriental Steamship Company has purchased the Hain Steamship Company, whose fleet consists of twenty-seven cargo boats, aggregating 160,000 tons. The purchase price is about four million sterling.—Aus.-N.Z. Cable Assn. <box>928 1165 1095 1205</box>
paragraph: A French official communiqué states: "The night was calm on the entire front north of the Aisne. The enemy only replied feebly with his artillery, and we are organising the captured positions on the north bank of the Oise-Aisne Canal. The retreating enemy blew up the bridges over the canal."—Aus.-N.Z. Cable Assn.-Reuter. <box>513 312 752 344</box>
dateline: (Rec. October 28, 5.5 p.m.) <box>534 1340 611 1349</box>
dateline: London, October 26. <box>1036 514 1095 523</box>
headline: A LIFT TOWARDS THE MAXIMUM. <box>791 907 889 928</box>
headline: GERMAN WARSHIP SEIZED. <box>950 621 1073 632</box>
divider <box>671 1141 714 1142</box>
divider <box>89 617 176 618</box>
headline: IRRUPTION INTO THE ISONZO VALLEY <box>293 43 468 53</box>
dateline: Amsterdam, October 26. <box>559 1489 629 1498</box>
dateline: London, October 26. <box>693 303 752 312</box>
subheadline: REMARKABLE WAVE OF PUBLIC INTEREST <box>772 731 908 750</box>
dateline: (Rec. October 28, 5.30 p.m.) <box>971 848 1052 857</box>
subheadline: RUSSIANS PREPARE TO LEAVE HELSINGFORS <box>522 1146 623 1165</box>
headline: THE GERMAN VERSION. <box>578 878 687 889</box>
divider <box>765 394 915 395</box>
divider <box>18 582 248 583</box>
dateline: London, October 27. <box>693 204 752 213</box>
subheadline: TEN WEEKS' EXPERIMENTING ON THE HIGH SEAS. <box>936 826 1087 847</box>
paragraph: The correspondent emphasises the fact that no attack was made between these two battle fronts, because, in view of their recent loss, the Germans are almost certain to claim that their gradual advances there, although there was attempted. The German artillery replied only moderately, and the British concentration of artillery during the night time was obviously having its effect. Prisoners are coming in. <box>513 38 752 78</box>
dateline: London, October 26. <box>856 657 915 666</box>
dateline: London, October 26. <box>1036 713 1095 722</box>
